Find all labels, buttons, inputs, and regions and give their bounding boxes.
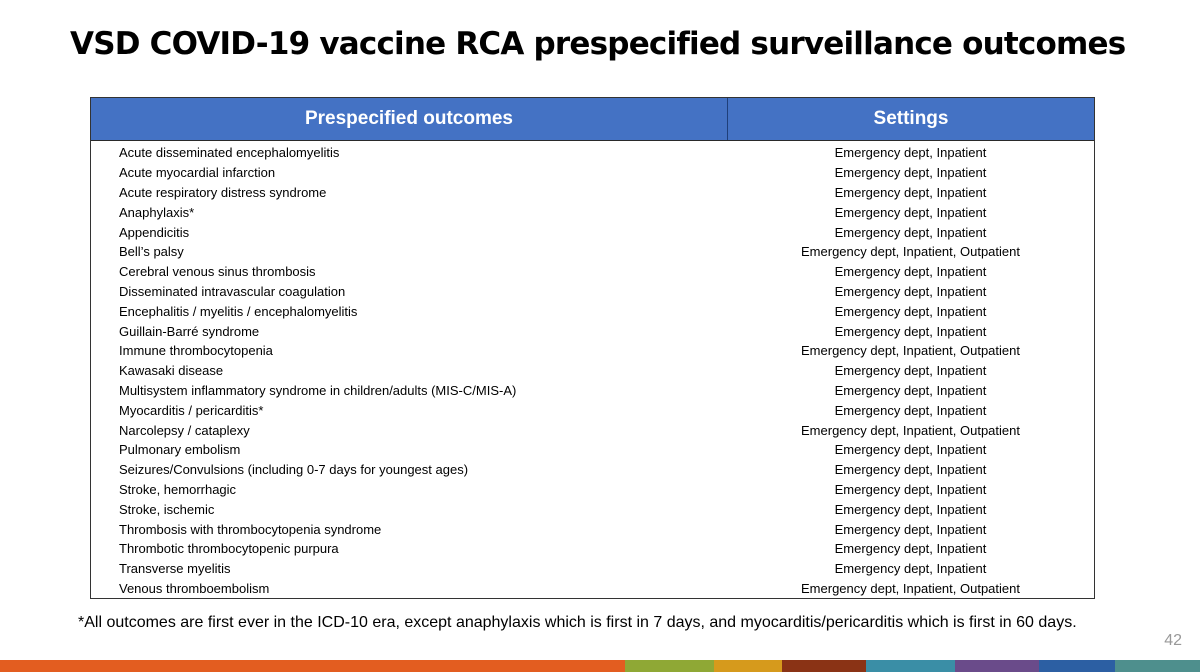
outcome-cell: Seizures/Convulsions (including 0-7 days for youngest ages) (119, 462, 469, 478)
color-bar-segment (625, 660, 714, 672)
table-body (91, 141, 1094, 598)
table-row (91, 460, 1094, 480)
color-bar-segment (866, 660, 955, 672)
setting-cell: Emergency dept, Inpatient (834, 462, 987, 478)
outcome-cell: Stroke, hemorrhagic (119, 481, 237, 497)
table-row (91, 440, 1094, 460)
setting-cell: Emergency dept, Inpatient, Outpatient (801, 422, 1020, 438)
color-bar-segment (1115, 660, 1200, 672)
table-row (91, 559, 1094, 579)
setting-cell: Emergency dept, Inpatient (834, 204, 987, 220)
outcome-cell: Cerebral venous sinus thrombosis (119, 264, 316, 280)
setting-cell: Emergency dept, Inpatient, Outpatient (801, 244, 1020, 260)
table-row (91, 282, 1094, 302)
table-row (91, 499, 1094, 519)
table-row (91, 262, 1094, 282)
setting-cell: Emergency dept, Inpatient (834, 283, 987, 299)
outcome-cell: Thrombosis with thrombocytopenia syndrome (119, 521, 382, 537)
outcome-cell: Bell’s palsy (119, 244, 184, 260)
table-row (91, 519, 1094, 539)
table-header (91, 98, 1094, 141)
table-row (91, 361, 1094, 381)
outcomes-table (90, 97, 1095, 599)
table-row (91, 579, 1094, 599)
outcome-cell: Acute respiratory distress syndrome (119, 184, 327, 200)
outcome-cell: Anaphylaxis* (119, 204, 195, 220)
setting-cell: Emergency dept, Inpatient, Outpatient (801, 343, 1020, 359)
table-row (91, 381, 1094, 401)
setting-cell: Emergency dept, Inpatient (834, 481, 987, 497)
outcome-cell: Disseminated intravascular coagulation (119, 283, 346, 299)
outcome-cell: Appendicitis (119, 224, 190, 240)
table-row (91, 202, 1094, 222)
setting-cell: Emergency dept, Inpatient (834, 402, 987, 418)
color-bar-segment (782, 660, 867, 672)
table-row (91, 400, 1094, 420)
table-row (91, 183, 1094, 203)
outcome-cell: Transverse myelitis (119, 561, 231, 577)
outcome-cell: Narcolepsy / cataplexy (119, 422, 250, 438)
setting-cell: Emergency dept, Inpatient (834, 224, 987, 240)
outcome-cell: Multisystem inflammatory syndrome in children/adults (MIS-C/MIS-A) (119, 382, 517, 398)
setting-cell: Emergency dept, Inpatient (834, 184, 987, 200)
table-row (91, 420, 1094, 440)
table-row (91, 321, 1094, 341)
table-row (91, 163, 1094, 183)
outcome-cell: Pulmonary embolism (119, 442, 241, 458)
table-row (91, 222, 1094, 242)
outcome-cell: Myocarditis / pericarditis* (119, 402, 264, 418)
outcome-cell: Acute myocardial infarction (119, 165, 276, 181)
setting-cell: Emergency dept, Inpatient (834, 382, 987, 398)
decorative-color-bar (0, 660, 1200, 672)
setting-cell: Emergency dept, Inpatient (834, 521, 987, 537)
setting-cell: Emergency dept, Inpatient (834, 165, 987, 181)
header-settings: Settings (873, 108, 949, 129)
slide-title: VSD COVID-19 vaccine RCA prespecified surveillance outcomes (70, 26, 1126, 62)
color-bar-segment (714, 660, 782, 672)
header-outcomes: Prespecified outcomes (91, 98, 728, 140)
color-bar-segment (1039, 660, 1115, 672)
outcome-cell: Immune thrombocytopenia (119, 343, 273, 359)
setting-cell: Emergency dept, Inpatient (834, 541, 987, 557)
setting-cell: Emergency dept, Inpatient (834, 363, 987, 379)
outcome-cell: Venous thromboembolism (119, 580, 270, 596)
page-number: 42 (1164, 632, 1182, 649)
table-row (91, 143, 1094, 163)
setting-cell: Emergency dept, Inpatient (834, 145, 987, 161)
outcome-cell: Guillain-Barré syndrome (119, 323, 260, 339)
color-bar-segment (955, 660, 1040, 672)
setting-cell: Emergency dept, Inpatient (834, 264, 987, 280)
outcome-cell: Acute disseminated encephalomyelitis (119, 145, 340, 161)
setting-cell: Emergency dept, Inpatient (834, 303, 987, 319)
outcome-cell: Stroke, ischemic (119, 501, 215, 517)
table-row (91, 301, 1094, 321)
color-bar-segment (0, 660, 313, 672)
setting-cell: Emergency dept, Inpatient (834, 323, 987, 339)
table-row (91, 242, 1094, 262)
setting-cell: Emergency dept, Inpatient, Outpatient (801, 580, 1020, 596)
outcome-cell: Thrombotic thrombocytopenic purpura (119, 541, 339, 557)
table-row (91, 539, 1094, 559)
setting-cell: Emergency dept, Inpatient (834, 561, 987, 577)
outcome-cell: Encephalitis / myelitis / encephalomyelitis (119, 303, 358, 319)
outcome-cell: Kawasaki disease (119, 363, 224, 379)
color-bar-segment (313, 660, 626, 672)
footnote: *All outcomes are first ever in the ICD-10 era, except anaphylaxis which is first in 7 days, and myocarditis/pericarditis which is first in 60 days. (78, 614, 1077, 631)
table-row (91, 480, 1094, 500)
setting-cell: Emergency dept, Inpatient (834, 501, 987, 517)
setting-cell: Emergency dept, Inpatient (834, 442, 987, 458)
table-row (91, 341, 1094, 361)
